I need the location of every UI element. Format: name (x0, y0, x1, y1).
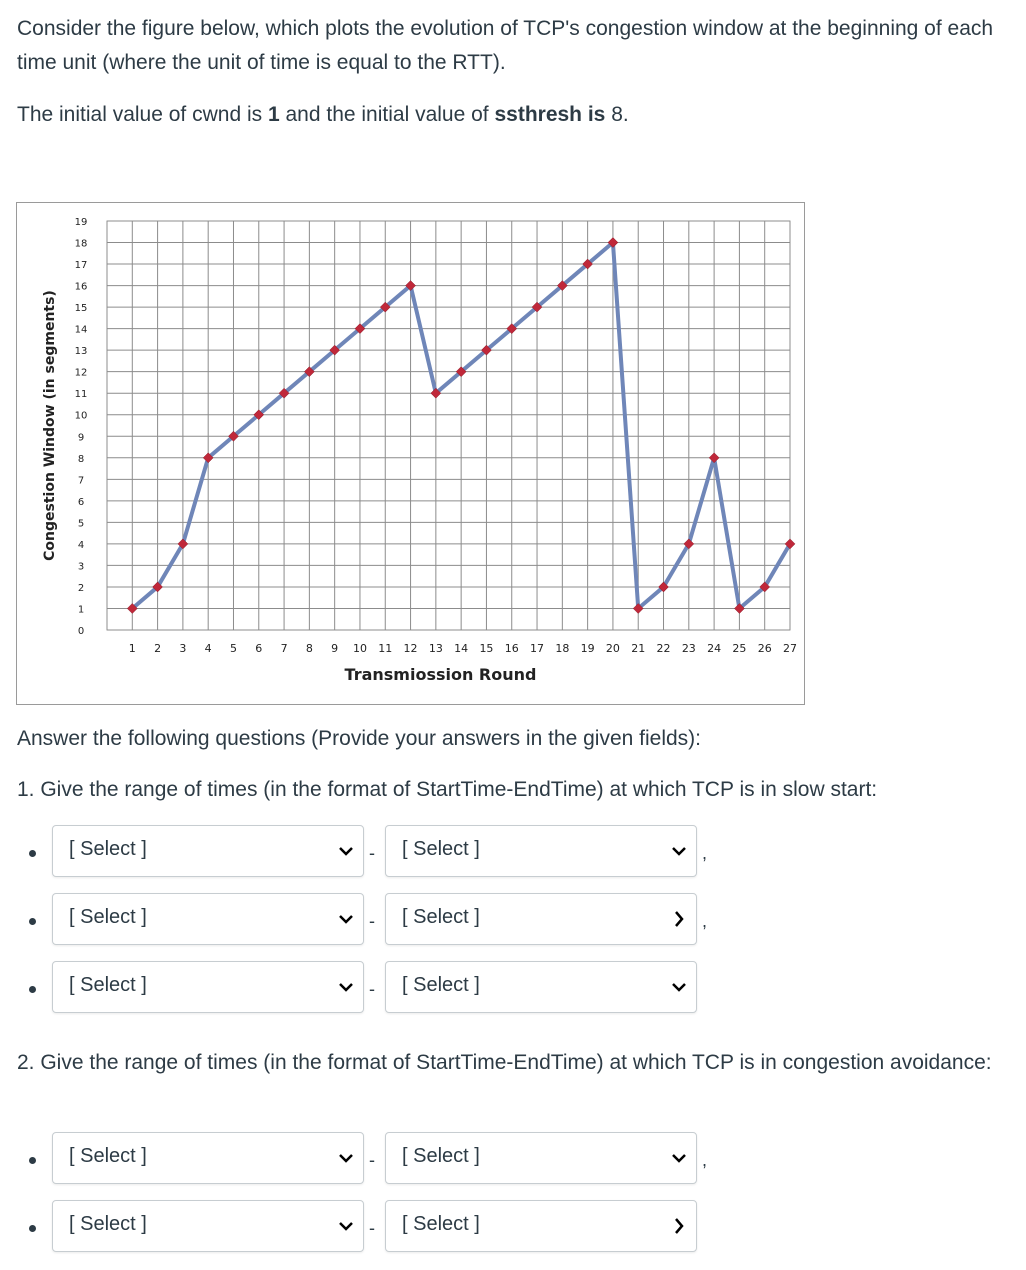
y-axis-label: Congestion Window (in segments) (42, 290, 58, 561)
x-tick-label: 11 (378, 642, 393, 655)
select-placeholder: [ Select ] (402, 838, 480, 860)
q2-row2-start-select[interactable] (52, 1200, 364, 1252)
select-placeholder: [ Select ] (402, 906, 480, 928)
q2-range-row-2 (0, 1200, 760, 1256)
select-placeholder: [ Select ] (69, 1213, 147, 1235)
y-tick-label: 0 (77, 626, 85, 637)
y-tick-label: 4 (77, 539, 85, 551)
x-tick-label: 26 (757, 642, 772, 655)
range-comma: , (702, 911, 708, 931)
x-tick-label: 16 (504, 642, 519, 655)
x-axis-label: Transmiossion Round (344, 665, 537, 684)
q1-row3-start-select[interactable] (52, 961, 364, 1013)
chevron-down-icon (670, 840, 688, 862)
y-tick-label: 7 (77, 475, 85, 487)
bullet (29, 986, 36, 993)
x-tick-label: 7 (280, 642, 288, 655)
q2-row1-start-select[interactable] (52, 1132, 364, 1184)
y-tick-label: 10 (74, 410, 88, 422)
y-tick-label: 6 (77, 496, 85, 508)
y-tick-label: 16 (74, 281, 88, 293)
chevron-down-icon (670, 976, 688, 998)
select-placeholder: [ Select ] (402, 974, 480, 996)
intro-text: Consider the figure below, which plots the evolution of TCP's congestion window at the beginning of each time unit (where the unit of time is equal to the RTT). (17, 17, 994, 74)
select-placeholder: [ Select ] (69, 974, 147, 996)
select-placeholder: [ Select ] (69, 906, 147, 928)
x-tick-label: 9 (331, 642, 339, 655)
y-tick-label: 11 (74, 389, 88, 401)
q1-range-row-3 (0, 961, 760, 1017)
cwnd-value: 1 (267, 103, 280, 126)
x-tick-label: 25 (732, 642, 747, 655)
ssthresh-label: ssthresh is (494, 103, 606, 126)
q2-row2-end-select[interactable] (385, 1200, 697, 1252)
x-tick-label: 12 (403, 642, 418, 655)
x-tick-label: 14 (454, 642, 469, 655)
range-dash: - (369, 911, 375, 931)
range-comma: , (702, 843, 708, 863)
select-placeholder: [ Select ] (402, 1145, 480, 1167)
q1-row2-start-select[interactable] (52, 893, 364, 945)
bullet (29, 918, 36, 925)
range-dash: - (369, 1218, 375, 1238)
x-tick-label: 6 (255, 642, 263, 655)
bullet (29, 1225, 36, 1232)
q2-row1-end-select[interactable] (385, 1132, 697, 1184)
x-tick-label: 5 (229, 642, 237, 655)
q1-row1-start-select[interactable] (52, 825, 364, 877)
x-tick-label: 17 (530, 642, 545, 655)
x-tick-label: 22 (656, 642, 671, 655)
y-tick-label: 19 (74, 217, 88, 228)
q2-range-row-1 (0, 1132, 760, 1188)
y-tick-label: 14 (74, 324, 88, 336)
question-1: 1. Give the range of times (in the format of StartTime-EndTime) at which TCP is in slow start: (17, 778, 878, 801)
range-dash: - (369, 979, 375, 999)
y-tick-label: 12 (74, 367, 88, 379)
select-placeholder: [ Select ] (69, 1145, 147, 1167)
chevron-right-icon (670, 908, 688, 930)
y-tick-label: 13 (74, 346, 88, 358)
select-placeholder: [ Select ] (69, 838, 147, 860)
select-placeholder: [ Select ] (402, 1213, 480, 1235)
y-tick-label: 5 (77, 518, 85, 530)
y-tick-label: 9 (77, 432, 85, 444)
y-tick-label: 17 (74, 260, 88, 272)
bullet (29, 1157, 36, 1164)
chevron-down-icon (337, 1215, 355, 1237)
chevron-down-icon (670, 1147, 688, 1169)
ssthresh-value: 8. (605, 103, 629, 126)
q1-range-row-2 (0, 893, 760, 949)
x-tick-label: 21 (631, 642, 646, 655)
x-tick-label: 27 (783, 642, 797, 655)
initial-values-text (17, 98, 629, 132)
y-tick-label: 15 (74, 303, 88, 315)
x-tick-label: 19 (580, 642, 595, 655)
q1-range-row-1 (0, 825, 760, 881)
questions-heading: Answer the following questions (Provide your answers in the given fields): (17, 727, 702, 750)
bullet (29, 850, 36, 857)
x-tick-label: 15 (479, 642, 494, 655)
chevron-right-icon (670, 1215, 688, 1237)
x-tick-label: 10 (352, 642, 367, 655)
y-tick-label: 8 (77, 453, 85, 465)
chevron-down-icon (337, 908, 355, 930)
y-tick-label: 3 (77, 561, 85, 573)
x-tick-label: 8 (305, 642, 313, 655)
x-tick-label: 23 (681, 642, 696, 655)
x-tick-label: 3 (179, 642, 187, 655)
q1-row2-end-select[interactable] (385, 893, 697, 945)
y-tick-label: 18 (74, 238, 88, 250)
cwnd-chart (16, 202, 805, 705)
question-2: 2. Give the range of times (in the format of StartTime-EndTime) at which TCP is in congestion avoidance: (17, 1051, 992, 1074)
x-tick-label: 1 (128, 642, 136, 655)
chevron-down-icon (337, 976, 355, 998)
q1-row3-end-select[interactable] (385, 961, 697, 1013)
x-tick-label: 20 (605, 642, 620, 655)
plot-area (107, 221, 790, 630)
q1-row1-end-select[interactable] (385, 825, 697, 877)
range-dash: - (369, 843, 375, 863)
chevron-down-icon (337, 840, 355, 862)
x-tick-label: 24 (707, 642, 722, 655)
range-dash: - (369, 1150, 375, 1170)
range-comma: , (702, 1150, 708, 1170)
y-tick-label: 2 (77, 582, 85, 594)
intro-mid: and the initial value of (279, 103, 495, 126)
x-tick-label: 2 (154, 642, 162, 655)
y-tick-label: 1 (77, 604, 85, 616)
x-tick-label: 4 (204, 642, 212, 655)
x-tick-label: 18 (555, 642, 570, 655)
intro-prefix: The initial value of cwnd is (17, 103, 268, 126)
x-tick-label: 13 (428, 642, 443, 655)
chevron-down-icon (337, 1147, 355, 1169)
cwnd-chart-svg (17, 203, 804, 704)
